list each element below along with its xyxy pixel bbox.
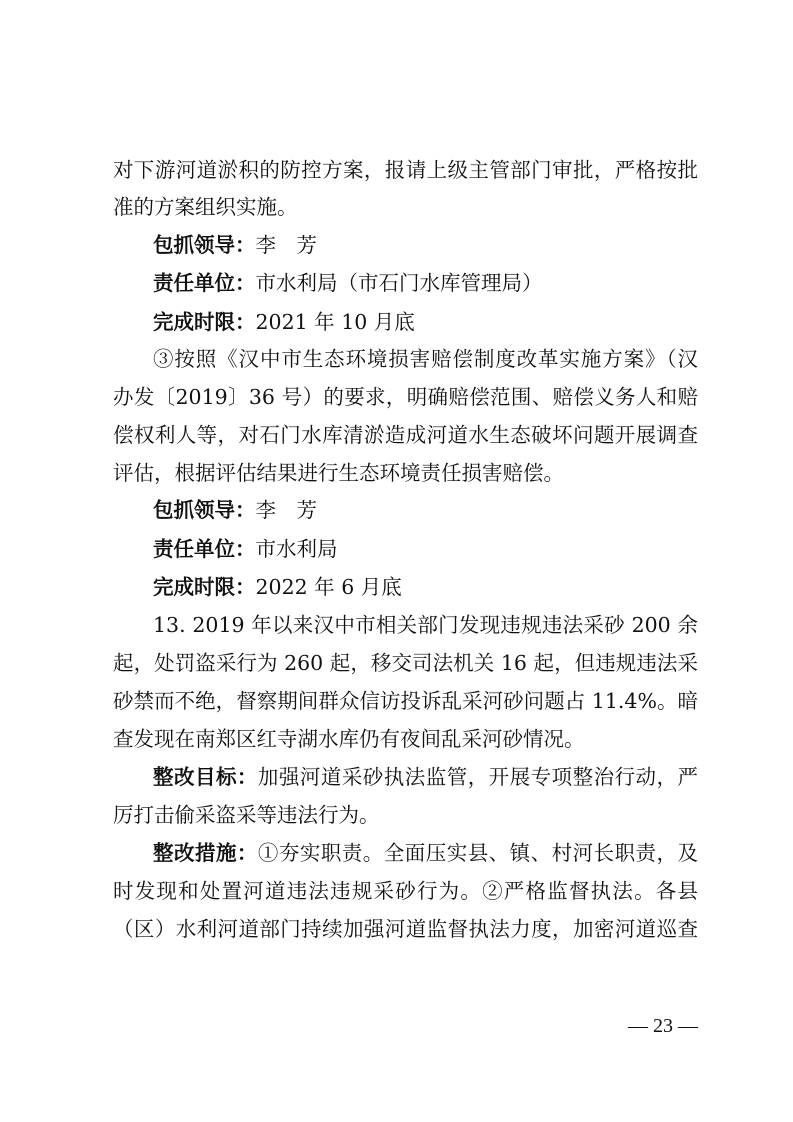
item3-line: 偿权利人等，对石门水库清淤造成河道水生态破坏问题开展调查	[113, 423, 698, 447]
leader-label: 包抓领导：	[153, 233, 256, 257]
measures-line: 时发现和处置河道违法违规采砂行为。②严格监督执法。各县	[113, 879, 698, 903]
deadline-value: 2021 年 10 月底	[255, 310, 415, 334]
paragraph-line: 准的方案组织实施。	[113, 195, 298, 219]
item13-line: 查发现在南郑区红寺湖水库仍有夜间乱采河砂情况。	[113, 727, 585, 751]
unit-label: 责任单位：	[153, 537, 256, 561]
paragraph-line: 对下游河道淤积的防控方案，报请上级主管部门审批，严格按批	[113, 158, 698, 182]
leader-row-1	[153, 230, 698, 260]
leader-row-2	[153, 495, 698, 525]
measures-line: （区）水利河道部门持续加强河道监督执法力度，加密河道巡查	[113, 917, 698, 941]
leader-value: 李 芳	[255, 233, 317, 257]
item13-line: 起，处罚盗采行为 260 起，移交司法机关 16 起，但违规违法采	[113, 651, 698, 675]
measures-text: ①夯实职责。全面压实县、镇、村河长职责，及	[257, 841, 698, 865]
leader-value: 李 芳	[255, 498, 317, 522]
item3-line: ③按照《汉中市生态环境损害赔偿制度改革实施方案》（汉	[153, 347, 698, 371]
item13-line: 砂禁而不绝，督察期间群众信访投诉乱采河砂问题占 11.4%。暗	[113, 689, 698, 713]
unit-value: 市水利局	[255, 537, 338, 561]
deadline-row-1	[153, 307, 698, 337]
target-line: 厉打击偷采盗采等违法行为。	[113, 803, 380, 827]
item3-line: 办发〔2019〕36 号）的要求，明确赔偿范围、赔偿义务人和赔	[113, 385, 698, 409]
target-line	[153, 762, 698, 792]
deadline-label: 完成时限：	[153, 575, 256, 599]
unit-value: 市水利局（市石门水库管理局）	[255, 271, 543, 295]
unit-row-1	[153, 268, 698, 298]
page-number: — 23 —	[628, 1015, 698, 1037]
unit-row-2	[153, 534, 698, 564]
measures-line	[153, 838, 698, 868]
target-text: 加强河道采砂执法监管，开展专项整治行动，严	[257, 765, 698, 789]
deadline-row-2	[153, 572, 698, 602]
measures-label: 整改措施：	[153, 841, 258, 865]
item13-line: 13. 2019 年以来汉中市相关部门发现违规违法采砂 200 余	[153, 613, 698, 637]
deadline-value: 2022 年 6 月底	[255, 575, 402, 599]
unit-label: 责任单位：	[153, 271, 256, 295]
target-label: 整改目标：	[153, 765, 258, 789]
item3-line: 评估，根据评估结果进行生态环境责任损害赔偿。	[113, 461, 564, 485]
leader-label: 包抓领导：	[153, 498, 256, 522]
deadline-label: 完成时限：	[153, 310, 256, 334]
